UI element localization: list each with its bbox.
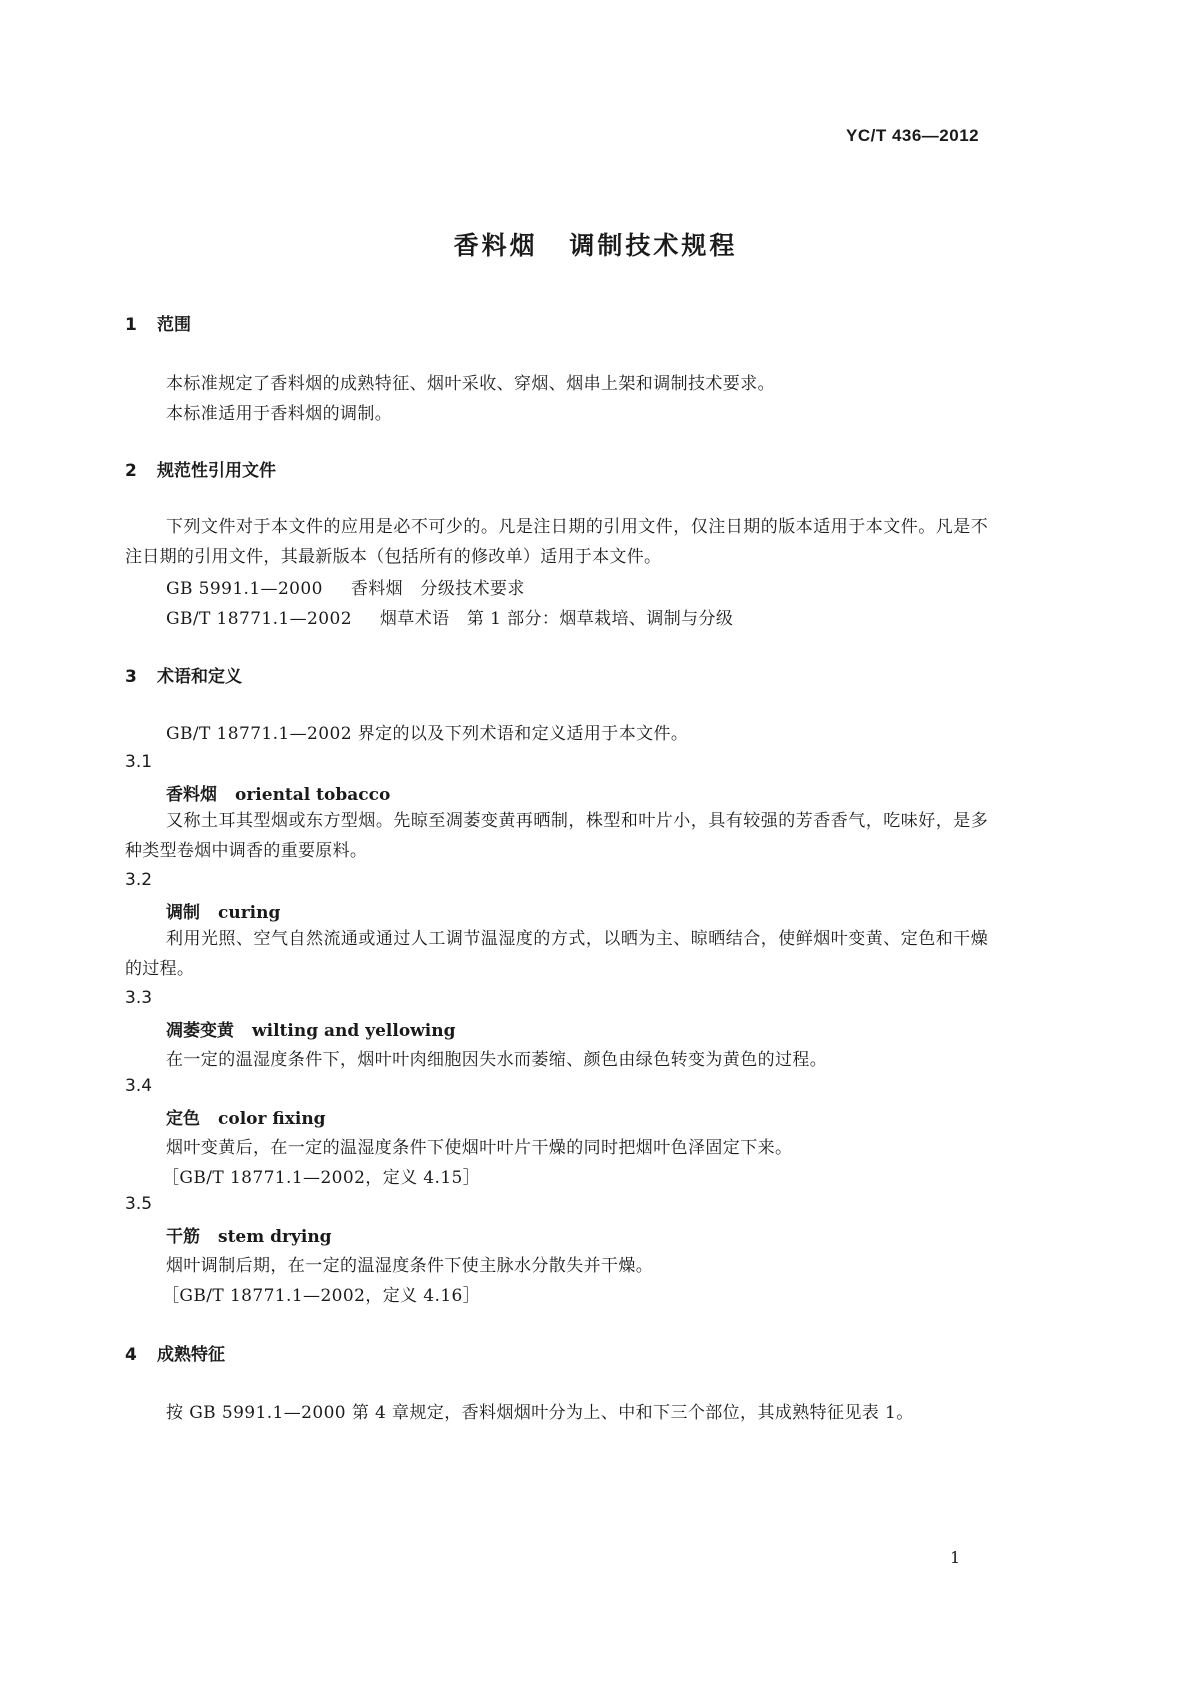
section-title: 术语和定义 [157, 667, 242, 687]
section-title: 成熟特征 [157, 1345, 225, 1365]
section-2-heading [125, 456, 276, 481]
section-1-heading [125, 310, 191, 335]
section-4-heading [125, 1340, 225, 1365]
term-chinese: 香料烟 [166, 785, 217, 805]
term-number: 3.5 [125, 1194, 153, 1214]
section-4-paragraph-1: 按 GB 5991.1—2000 第 4 章规定，香料烟烟叶分为上、中和下三个部位，其成熟特征见表 1。 [166, 1403, 914, 1423]
term-english: curing [218, 903, 281, 923]
term-source: ［GB/T 18771.1—2002，定义 4.16］ [162, 1286, 481, 1306]
term-heading [166, 898, 280, 923]
term-heading [166, 1222, 332, 1247]
reference-title: 香料烟 分级技术要求 [350, 579, 525, 599]
section-number: 4 [125, 1345, 137, 1365]
section-title: 规范性引用文件 [157, 461, 276, 481]
section-1-paragraph-1: 本标准规定了香料烟的成熟特征、烟叶采收、穿烟、烟串上架和调制技术要求。 [166, 374, 775, 394]
normative-reference [166, 604, 733, 629]
term-chinese: 凋萎变黄 [166, 1021, 234, 1041]
term-chinese: 干筋 [166, 1227, 200, 1247]
term-source: ［GB/T 18771.1—2002，定义 4.15］ [162, 1168, 481, 1188]
term-english: stem drying [218, 1227, 332, 1247]
section-2-intro: 下列文件对于本文件的应用是必不可少的。凡是注日期的引用文件，仅注日期的版本适用于本文件。凡是不注日期的引用文件，其最新版本（包括所有的修改单）适用于本文件。 [125, 517, 988, 567]
reference-code: GB/T 18771.1—2002 [166, 609, 352, 629]
term-english: color fixing [218, 1109, 326, 1129]
term-english: wilting and yellowing [252, 1021, 456, 1041]
section-3-intro: GB/T 18771.1—2002 界定的以及下列术语和定义适用于本文件。 [166, 724, 689, 744]
term-chinese: 调制 [166, 903, 200, 923]
term-definition: 又称土耳其型烟或东方型烟。先晾至凋萎变黄再晒制，株型和叶片小，具有较强的芳香香气，吃味好，是多种类型卷烟中调香的重要原料。 [125, 811, 988, 861]
term-number: 3.3 [125, 988, 153, 1008]
document-title: 香料烟 调制技术规程 [453, 231, 738, 260]
term-heading [166, 780, 390, 805]
term-definition: 烟叶变黄后，在一定的温湿度条件下使烟叶叶片干燥的同时把烟叶色泽固定下来。 [166, 1138, 793, 1158]
term-number: 3.4 [125, 1076, 153, 1096]
section-number: 1 [125, 315, 137, 335]
term-number: 3.2 [125, 870, 153, 890]
term-definition: 烟叶调制后期，在一定的温湿度条件下使主脉水分散失并干燥。 [166, 1256, 654, 1276]
term-heading [166, 1016, 456, 1041]
section-title: 范围 [157, 315, 191, 335]
term-definition: 在一定的温湿度条件下，烟叶叶肉细胞因失水而萎缩、颜色由绿色转变为黄色的过程。 [166, 1050, 828, 1070]
section-1-paragraph-2: 本标准适用于香料烟的调制。 [166, 404, 393, 424]
normative-reference [166, 574, 525, 599]
term-heading [166, 1104, 326, 1129]
term-chinese: 定色 [166, 1109, 200, 1129]
section-number: 3 [125, 667, 137, 687]
reference-code: GB 5991.1—2000 [166, 579, 323, 599]
page-number: 1 [950, 1548, 961, 1567]
section-number: 2 [125, 461, 137, 481]
term-english: oriental tobacco [235, 785, 391, 805]
term-number: 3.1 [125, 752, 153, 772]
reference-title: 烟草术语 第 1 部分：烟草栽培、调制与分级 [379, 609, 734, 629]
standard-code: YC/T 436—2012 [846, 126, 980, 145]
section-3-heading [125, 662, 242, 687]
term-definition: 利用光照、空气自然流通或通过人工调节温湿度的方式，以晒为主、晾晒结合，使鲜烟叶变黄、定色和干燥的过程。 [125, 929, 988, 979]
